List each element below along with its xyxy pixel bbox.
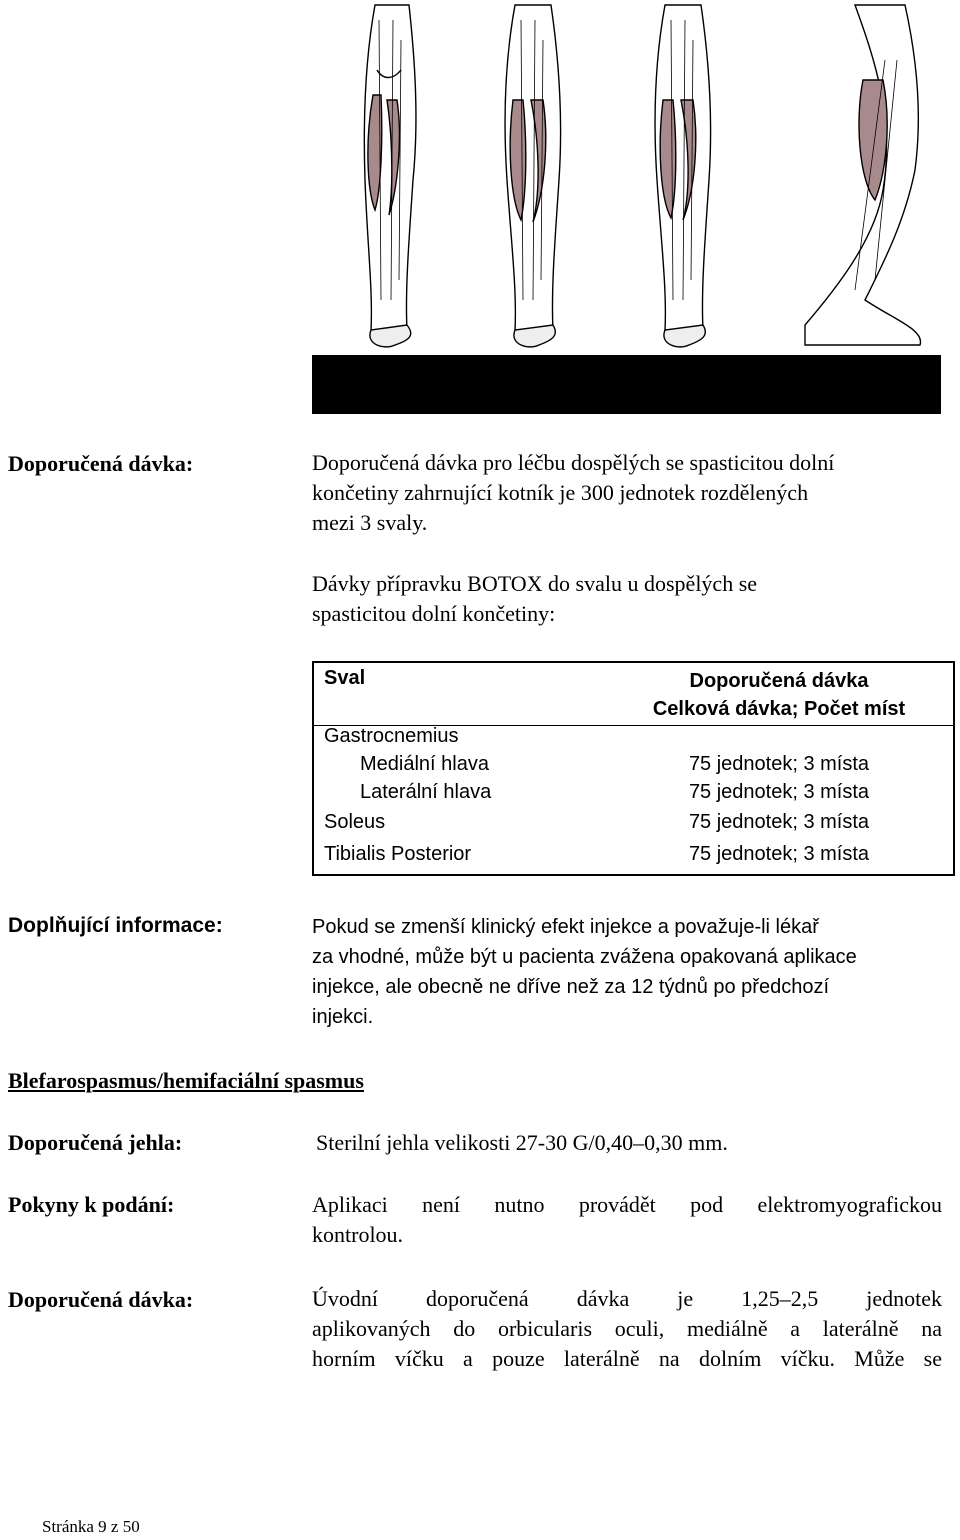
page-number: Stránka 9 z 50 [42,1517,140,1536]
table-cell-dose: 75 jednotek; 3 místa [688,753,870,775]
leg-muscle-illustrations [335,0,945,350]
text-line: kontrolou. [312,1222,404,1247]
dose-text-1 [312,448,952,538]
dose-label-2: Doporučená dávka: [8,1287,194,1312]
leg-illustration-3 [655,5,711,347]
needle-label: Doporučená jehla: [8,1130,183,1155]
table-cell-muscle: Gastrocnemius [324,725,459,747]
table-header-dose-line1: Doporučená dávka [689,670,869,692]
table-header-dose [614,667,944,723]
leg-illustration-2 [505,5,561,347]
leg-illustration-4 [805,5,921,345]
section-heading: Blefarospasmus/hemifaciální spasmus [8,1068,364,1093]
admin-text [312,1190,942,1250]
table-cell-dose: 75 jednotek; 3 místa [688,781,870,803]
dose-label-1: Doporučená dávka: [8,451,194,476]
text-line: spasticitou dolní končetiny: [312,601,556,626]
text-line: končetiny zahrnující kotník je 300 jednotek rozdělených [312,480,809,505]
table-intro [312,569,952,629]
text-line: injekci. [312,1006,374,1028]
dose-text-2 [312,1284,942,1374]
image-caption-bar [312,355,941,414]
text-line: Aplikaci není nutno provádět pod elektromyografickou [312,1192,942,1217]
text-line: Dávky přípravku BOTOX do svalu u dospělých se [312,571,758,596]
dose-table [312,661,955,876]
table-row [314,843,953,873]
table-header-muscle: Sval [324,667,366,689]
admin-label: Pokyny k podání: [8,1192,175,1217]
table-cell-dose: 75 jednotek; 3 místa [688,811,870,833]
table-header-dose-line2: Celková dávka; Počet míst [652,698,906,720]
text-line: za vhodné, může být u pacienta zvážena opakovaná aplikace [312,946,857,968]
table-row [314,753,953,783]
table-row [314,811,953,841]
table-row [314,725,953,755]
table-cell-muscle: Soleus [324,811,386,833]
needle-text: Sterilní jehla velikosti 27-30 G/0,40–0,30 mm. [316,1130,728,1155]
text-line: Doporučená dávka pro léčbu dospělých se spasticitou dolní [312,450,835,475]
text-line: mezi 3 svaly. [312,510,428,535]
text-line: horním víčku a pouze laterálně na dolním víčku. Může se [312,1346,942,1371]
table-cell-muscle: Mediální hlava [360,753,489,775]
text-line: Pokud se zmenší klinický efekt injekce a považuje-li lékař [312,916,819,938]
info-label: Doplňující informace: [8,914,223,937]
text-line: injekce, ale obecně ne dříve než za 12 týdnů po předchozí [312,976,830,998]
table-cell-muscle: Tibialis Posterior [324,843,472,865]
text-line: Úvodní doporučená dávka je 1,25–2,5 jednotek [312,1286,942,1311]
text-line: aplikovaných do orbicularis oculi, mediálně a laterálně na [312,1316,942,1341]
table-cell-dose: 75 jednotek; 3 místa [688,843,870,865]
table-cell-muscle: Laterální hlava [360,781,492,803]
table-row [314,781,953,811]
leg-illustration-1 [364,5,416,347]
info-text [312,912,952,1032]
